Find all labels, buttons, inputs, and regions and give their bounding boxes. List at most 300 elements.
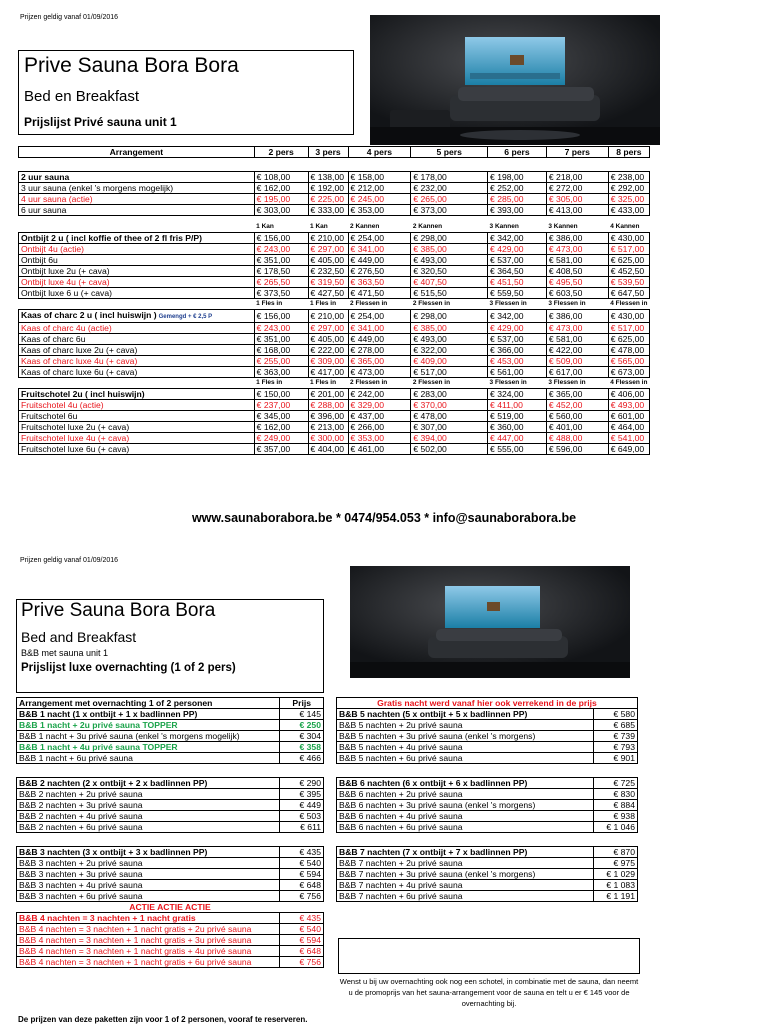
spacer-row [19,158,650,172]
package-price: € 870 [594,847,638,858]
schotel-note: Wenst u bij uw overnachting ook nog een schotel, in combinatie met de sauna, dan neemt u de promoprijs van het sauna-arrangement voor de sauna en telt u er € 145 voor de overnachting bij. [339,977,639,1008]
price-cell: € 417,00 [308,366,348,377]
package-price: € 739 [594,731,638,742]
price-cell: € 447,00 [488,432,547,443]
package-name: B&B 3 nachten + 4u privé sauna [17,880,280,891]
package-name: B&B 6 nachten + 3u privé sauna (enkel 's morgens) [337,800,594,811]
table-row [17,869,324,880]
table-row [19,366,650,377]
unit-cell: 3 Flessen in [489,299,527,307]
package-name: B&B 4 nachten = 3 nachten + 1 nacht gratis + 6u privé sauna [17,957,280,968]
price-cell: € 255,00 [254,355,308,366]
price-cell: € 162,00 [254,183,308,194]
table-row [17,924,324,935]
unit-row [19,222,650,233]
package-name: B&B 1 nacht + 3u privé sauna (enkel 's morgens mogelijk) [17,731,280,742]
unit-cell: 4 Flessen in [610,299,648,307]
unit-cell: 3 Flessen in [548,299,586,307]
price-cell: € 625,00 [608,254,649,265]
table-row [337,789,638,800]
table-row [19,443,650,454]
table-row [19,309,650,322]
package-name: B&B 1 nacht + 4u privé sauna TOPPER [17,742,280,753]
unit-cell: 1 Kan [256,222,274,230]
package-name: B&B 5 nachten + 6u privé sauna [337,753,594,764]
package-name: B&B 5 nachten (5 x ontbijt + 5 x badlinnen PP) [337,709,594,720]
price-cell: € 495,50 [546,276,608,287]
table-row [17,709,324,720]
table-row [17,847,324,858]
price-cell: € 471,50 [348,287,411,298]
package-name: B&B 2 nachten + 4u privé sauna [17,811,280,822]
spacer-row [337,833,638,847]
price-cell: € 370,00 [411,399,488,410]
package-name: B&B 4 nachten = 3 nachten + 1 nacht gratis + 4u privé sauna [17,946,280,957]
arrangement-name: 2 uur sauna [19,172,255,183]
price-cell: € 218,00 [546,172,608,183]
page-subtitle-bottom: Bed and Breakfast [21,629,137,645]
price-cell: € 108,00 [254,172,308,183]
price-cell: € 341,00 [348,322,411,333]
arrangement-name: Kaas of charc luxe 4u (+ cava) [19,355,255,366]
table-row [19,243,650,254]
price-cell: € 342,00 [488,232,547,243]
price-cell: € 603,50 [546,287,608,298]
table-row [17,720,324,731]
unit-cell: 1 Fles in [310,299,337,307]
price-cell: € 561,00 [488,366,547,377]
arrangement-name: Ontbijt 4u (actie) [19,243,255,254]
spacer-row [337,764,638,778]
price-cell: € 285,00 [488,194,547,205]
price-cell: € 673,00 [608,366,649,377]
table-row [19,344,650,355]
price-cell: € 156,00 [254,309,308,322]
package-name: B&B 1 nacht + 2u privé sauna TOPPER [17,720,280,731]
table-row [19,232,650,243]
price-cell: € 429,00 [488,322,547,333]
package-name: B&B 5 nachten + 2u privé sauna [337,720,594,731]
price-cell: € 393,00 [488,205,547,216]
spacer-cell [337,833,638,847]
package-price: € 580 [594,709,638,720]
package-price: € 648 [280,946,324,957]
price-cell: € 406,00 [608,388,649,399]
price-cell: € 298,00 [411,309,488,322]
table-row [17,753,324,764]
price-cell: € 178,00 [411,172,488,183]
price-cell: € 232,50 [308,265,348,276]
price-cell: € 537,00 [488,333,547,344]
price-cell: € 373,50 [254,287,308,298]
price-cell: € 451,50 [488,276,547,287]
price-cell: € 150,00 [254,388,308,399]
package-price: € 725 [594,778,638,789]
unit-label: B&B met sauna unit 1 [21,648,109,658]
spacer-row [17,833,324,847]
price-cell: € 364,50 [488,265,547,276]
price-cell: € 515,50 [411,287,488,298]
price-cell: € 297,00 [308,322,348,333]
table-row [17,811,324,822]
unit-cell: 3 Kannen [548,222,578,230]
package-name: B&B 3 nachten + 2u privé sauna [17,858,280,869]
price-cell: € 192,00 [308,183,348,194]
unit-row [19,377,650,388]
table-row [19,194,650,205]
price-cell: € 565,00 [608,355,649,366]
unit-cell: 3 Flessen in [548,378,586,386]
arrangement-name: Fruitschotel luxe 6u (+ cava) [19,443,255,454]
column-header: 5 pers [411,147,488,158]
price-cell: € 265,50 [254,276,308,287]
spacer-row [17,764,324,778]
price-cell: € 473,00 [546,322,608,333]
price-cell: € 325,00 [608,194,649,205]
price-cell: € 322,00 [411,344,488,355]
arrangement-name: 6 uur sauna [19,205,255,216]
price-cell: € 243,00 [254,243,308,254]
price-cell: € 502,00 [411,443,488,454]
price-cell: € 366,00 [488,344,547,355]
arrangement-name: Ontbijt 6u [19,254,255,265]
table-row [337,778,638,789]
arrangement-name: Ontbijt luxe 4u (+ cava) [19,276,255,287]
price-cell: € 365,00 [546,388,608,399]
price-cell: € 254,00 [348,309,411,322]
price-cell: € 305,00 [546,194,608,205]
price-cell: € 365,00 [348,355,411,366]
price-cell: € 430,00 [608,309,649,322]
price-cell: € 265,00 [411,194,488,205]
price-cell: € 493,00 [608,399,649,410]
price-cell: € 288,00 [308,399,348,410]
table-row [337,858,638,869]
package-name: B&B 2 nachten + 6u privé sauna [17,822,280,833]
price-cell: € 429,00 [488,243,547,254]
footer-note: De prijzen van deze paketten zijn voor 1 of 2 personen, vooraf te reserveren. [18,1015,308,1024]
price-cell: € 307,00 [411,421,488,432]
package-price: € 884 [594,800,638,811]
price-cell: € 555,00 [488,443,547,454]
table-row [19,276,650,287]
price-cell: € 385,00 [411,322,488,333]
price-cell: € 452,00 [546,399,608,410]
arrangement-name: Kaas of charc luxe 2u (+ cava) [19,344,255,355]
price-cell: € 517,00 [608,243,649,254]
price-cell: € 478,00 [608,344,649,355]
price-cell: € 394,00 [411,432,488,443]
arrangement-name: Kaas of charc 4u (actie) [19,322,255,333]
table-row [337,720,638,731]
price-cell: € 408,50 [546,265,608,276]
arrangement-name: Ontbijt luxe 6 u (+ cava) [19,287,255,298]
package-price: € 395 [280,789,324,800]
table-row [337,880,638,891]
price-cell: € 433,00 [608,205,649,216]
table-row [19,265,650,276]
price-cell: € 292,00 [608,183,649,194]
price-cell: € 242,00 [348,388,411,399]
price-cell: € 300,00 [308,432,348,443]
package-price: € 685 [594,720,638,731]
package-name: B&B 6 nachten + 6u privé sauna [337,822,594,833]
table-row [19,254,650,265]
unit-cell: 4 Flessen in [610,378,648,386]
table-row [17,800,324,811]
package-name: B&B 6 nachten + 2u privé sauna [337,789,594,800]
package-price: € 540 [280,858,324,869]
price-cell: € 581,00 [546,333,608,344]
price-cell: € 404,00 [308,443,348,454]
price-cell: € 385,00 [411,243,488,254]
price-cell: € 517,00 [608,322,649,333]
price-cell: € 213,00 [308,421,348,432]
table-row [17,778,324,789]
package-price: € 290 [280,778,324,789]
contact-line: www.saunaborabora.be * 0474/954.053 * info@saunaborabora.be [191,511,577,525]
price-cell: € 252,00 [488,183,547,194]
column-header: 8 pers [608,147,649,158]
table-row [19,172,650,183]
price-cell: € 210,00 [308,232,348,243]
table-row [337,731,638,742]
right-header: Gratis nacht werd vanaf hier ook verrekend in de prijs [337,698,638,709]
price-cell: € 351,00 [254,254,308,265]
arrangement-name: Fruitschotel luxe 4u (+ cava) [19,432,255,443]
overnight-left-table [16,697,324,968]
table-row [19,399,650,410]
title-box-top [18,50,354,135]
spacer-cell [17,764,324,778]
package-price: € 756 [280,957,324,968]
price-cell: € 363,50 [348,276,411,287]
unit-cell: 1 Kan [310,222,328,230]
price-cell: € 493,00 [411,333,488,344]
price-cell: € 541,00 [608,432,649,443]
package-name: B&B 1 nacht (1 x ontbijt + 1 x badlinnen PP) [17,709,280,720]
unit-cell: 2 Kannen [412,222,443,230]
package-name: B&B 4 nachten = 3 nachten + 1 nacht gratis + 3u privé sauna [17,935,280,946]
price-cell: € 309,00 [308,355,348,366]
empty-box [338,938,640,974]
price-cell: € 353,00 [348,432,411,443]
price-cell: € 430,00 [608,232,649,243]
page-subtitle: Bed en Breakfast [24,88,140,105]
price-cell: € 647,50 [608,287,649,298]
price-cell: € 333,00 [308,205,348,216]
price-cell: € 158,00 [348,172,411,183]
price-cell: € 341,00 [348,243,411,254]
table-row [17,957,324,968]
price-cell: € 278,00 [348,344,411,355]
price-cell: € 222,00 [308,344,348,355]
table-header-row [337,698,638,709]
package-name: B&B 2 nachten (2 x ontbijt + 2 x badlinnen PP) [17,778,280,789]
price-cell: € 411,00 [488,399,547,410]
sauna-room-photo-top [370,15,660,145]
price-cell: € 405,00 [308,333,348,344]
package-price: € 358 [280,742,324,753]
table-row [17,858,324,869]
unit-cell: 1 Fles in [256,378,283,386]
table-row [17,731,324,742]
price-cell: € 559,50 [488,287,547,298]
column-header: 3 pers [308,147,348,158]
package-price: € 648 [280,880,324,891]
package-price: € 901 [594,753,638,764]
package-price: € 466 [280,753,324,764]
package-name: B&B 3 nachten (3 x ontbijt + 3 x badlinnen PP) [17,847,280,858]
price-cell: € 437,00 [348,410,411,421]
table-row [19,432,650,443]
arrangement-name: Ontbijt 2 u ( incl koffie of thee of 2 fl fris P/P) [19,232,255,243]
price-cell: € 488,00 [546,432,608,443]
price-cell: € 272,00 [546,183,608,194]
unit-cell: 2 Flessen in [350,378,388,386]
left-header: Arrangement met overnachting 1 of 2 personen [17,698,280,709]
price-cell: € 517,00 [411,366,488,377]
table-row [19,421,650,432]
price-cell: € 473,00 [546,243,608,254]
spacer-cell [19,158,650,172]
package-price: € 145 [280,709,324,720]
price-cell: € 162,00 [254,421,308,432]
unit-cell: 3 Flessen in [489,378,527,386]
price-cell: € 320,50 [411,265,488,276]
price-cell: € 453,00 [488,355,547,366]
sauna-price-table [18,146,650,455]
price-cell: € 238,00 [608,172,649,183]
package-name: B&B 2 nachten + 3u privé sauna [17,800,280,811]
package-price: € 594 [280,935,324,946]
price-cell: € 357,00 [254,443,308,454]
unit-row [19,298,650,309]
price-cell: € 464,00 [608,421,649,432]
package-price: € 611 [280,822,324,833]
arrangement-name: Kaas of charc luxe 6u (+ cava) [19,366,255,377]
price-cell: € 519,00 [488,410,547,421]
package-name: B&B 4 nachten = 3 nachten + 1 nacht gratis [17,913,280,924]
price-cell: € 478,00 [411,410,488,421]
table-row [337,869,638,880]
table-row [19,205,650,216]
unit-cell: 2 Flessen in [350,299,388,307]
package-price: € 435 [280,847,324,858]
price-cell: € 422,00 [546,344,608,355]
price-cell: € 617,00 [546,366,608,377]
package-price: € 756 [280,891,324,902]
price-cell: € 373,00 [411,205,488,216]
unit-cell [19,377,255,388]
package-name: B&B 7 nachten + 2u privé sauna [337,858,594,869]
price-cell: € 449,00 [348,254,411,265]
price-cell: € 232,00 [411,183,488,194]
spacer-cell [337,764,638,778]
price-cell: € 427,50 [308,287,348,298]
price-cell: € 396,00 [308,410,348,421]
package-price: € 1 083 [594,880,638,891]
table-row [19,322,650,333]
arrangement-name: Fruitschotel 6u [19,410,255,421]
column-header: 7 pers [546,147,608,158]
overnight-right-table [336,697,638,902]
package-price: € 793 [594,742,638,753]
package-name: B&B 6 nachten + 4u privé sauna [337,811,594,822]
arrangement-name: 4 uur sauna (actie) [19,194,255,205]
table-header-row [17,698,324,709]
unit-cell: 2 Kannen [350,222,380,230]
table-row [19,183,650,194]
price-cell: € 493,00 [411,254,488,265]
table-row [19,410,650,421]
price-cell: € 601,00 [608,410,649,421]
price-cell: € 509,00 [546,355,608,366]
table-row [17,913,324,924]
table-row [337,753,638,764]
actie-row [17,902,324,913]
arrangement-name: Kaas of charc 2 u ( incl huiswijn ) Gemengd + € 2,5 P [19,309,255,322]
table-row [17,742,324,753]
price-cell: € 409,00 [411,355,488,366]
price-cell: € 360,00 [488,421,547,432]
table-row [19,388,650,399]
price-cell: € 386,00 [546,309,608,322]
sauna-room-photo-bottom [350,566,630,678]
arrangement-name: 3 uur sauna (enkel 's morgens mogelijk) [19,183,255,194]
unit-cell: 2 Flessen in [412,378,451,386]
package-name: B&B 6 nachten (6 x ontbijt + 6 x badlinnen PP) [337,778,594,789]
price-cell: € 537,00 [488,254,547,265]
table-header-row [19,147,650,158]
table-row [337,847,638,858]
price-cell: € 649,00 [608,443,649,454]
package-price: € 304 [280,731,324,742]
package-name: B&B 1 nacht + 6u privé sauna [17,753,280,764]
spacer-cell [17,833,324,847]
table-row [19,287,650,298]
package-name: B&B 7 nachten + 4u privé sauna [337,880,594,891]
price-cell: € 283,00 [411,388,488,399]
price-cell: € 319,50 [308,276,348,287]
table-row [17,789,324,800]
price-cell: € 243,00 [254,322,308,333]
package-price: € 975 [594,858,638,869]
price-cell: € 539,50 [608,276,649,287]
price-cell: € 254,00 [348,232,411,243]
price-cell: € 266,00 [348,421,411,432]
package-price: € 435 [280,913,324,924]
package-name: B&B 7 nachten (7 x ontbijt + 7 x badlinnen PP) [337,847,594,858]
price-cell: € 386,00 [546,232,608,243]
package-price: € 1 046 [594,822,638,833]
price-cell: € 297,00 [308,243,348,254]
package-name: B&B 7 nachten + 6u privé sauna [337,891,594,902]
price-cell: € 212,00 [348,183,411,194]
table-row [337,822,638,833]
table-row [337,742,638,753]
extra-note: Gemengd + € 2,5 P [158,313,213,320]
price-cell: € 351,00 [254,333,308,344]
table-row [17,935,324,946]
package-price: € 250 [280,720,324,731]
price-cell: € 276,50 [348,265,411,276]
unit-cell: 1 Fles in [310,378,337,386]
package-name: B&B 5 nachten + 4u privé sauna [337,742,594,753]
price-cell: € 329,00 [348,399,411,410]
unit-cell: 1 Fles in [256,299,283,307]
table-row [17,891,324,902]
